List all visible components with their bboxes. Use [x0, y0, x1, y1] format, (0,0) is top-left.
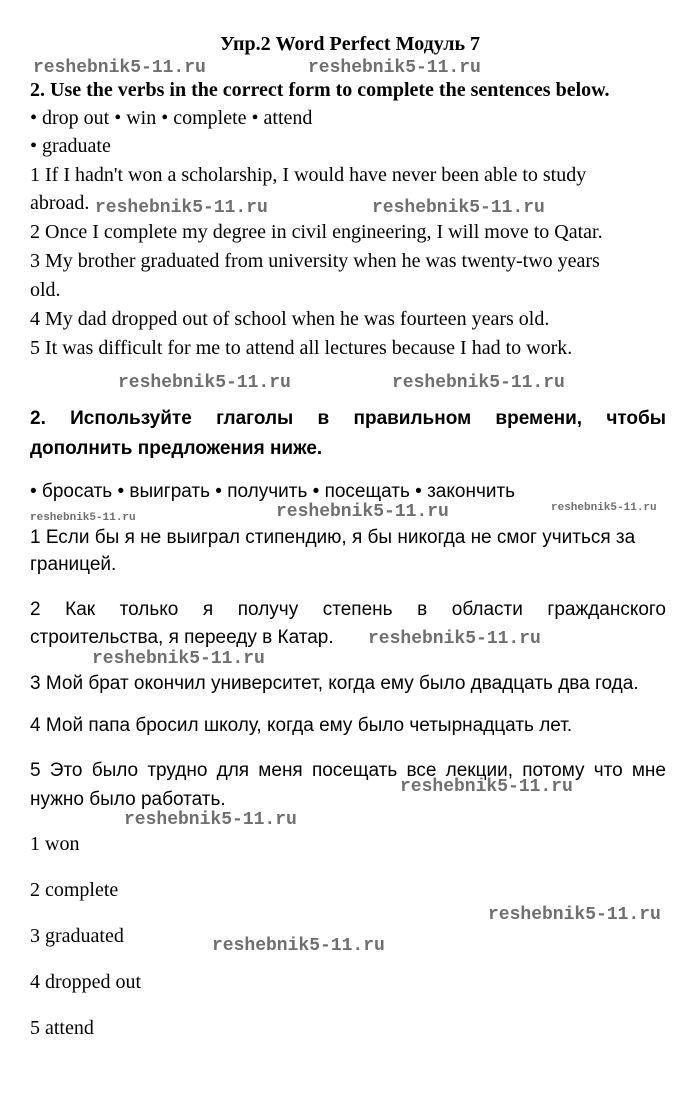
watermark: reshebnik5-11.ru	[368, 629, 541, 649]
russian-task-line2: дополнить предложения ниже.	[30, 438, 323, 459]
english-sentence-3-line2: old.	[30, 279, 61, 301]
watermark: reshebnik5-11.ru	[400, 777, 573, 797]
watermark: reshebnik5-11.ru	[124, 810, 297, 830]
russian-sentence-1-line2: границей.	[30, 554, 117, 575]
answer-2: 2 complete	[30, 879, 119, 901]
russian-sentence-5-line1: 5 Это было трудно для меня посещать все лекции, потому что мне	[30, 760, 666, 781]
answer-5: 5 attend	[30, 1017, 94, 1039]
russian-sentence-1-line1: 1 Если бы я не выиграл стипендию, я бы никогда не смог учиться за	[30, 527, 636, 548]
russian-sentence-3: 3 Мой брат окончил университет, когда ему было двадцать два года.	[30, 673, 639, 694]
russian-task-line1: 2. Используйте глаголы в правильном времени, чтобы	[30, 408, 666, 429]
english-sentence-4: 4 My dad dropped out of school when he was fourteen years old.	[30, 308, 550, 330]
english-task: 2. Use the verbs in the correct form to complete the sentences below.	[30, 79, 610, 101]
russian-word-bank: • бросать • выиграть • получить • посещать • закончить	[30, 481, 516, 502]
english-sentence-1-line1: 1 If I hadn't won a scholarship, I would have never been able to study	[30, 164, 587, 186]
watermark: reshebnik5-11.ru	[92, 649, 265, 669]
english-word-bank-line1: • drop out • win • complete • attend	[30, 107, 313, 129]
watermark: reshebnik5-11.ru	[276, 502, 449, 522]
russian-sentence-2-line1: 2 Как только я получу степень в области гражданского	[30, 599, 666, 620]
english-sentence-1-line2: abroad.	[30, 192, 90, 214]
watermark: reshebnik5-11.ru	[30, 512, 136, 524]
watermark: reshebnik5-11.ru	[372, 198, 545, 218]
watermark: reshebnik5-11.ru	[212, 936, 385, 956]
watermark: reshebnik5-11.ru	[392, 373, 565, 393]
english-word-bank-line2: • graduate	[30, 135, 111, 157]
russian-sentence-5-line2: нужно было работать.	[30, 789, 226, 810]
watermark: reshebnik5-11.ru	[33, 58, 206, 78]
watermark: reshebnik5-11.ru	[308, 58, 481, 78]
english-sentence-2: 2 Once I complete my degree in civil engineering, I will move to Qatar.	[30, 221, 603, 243]
english-sentence-3-line1: 3 My brother graduated from university when he was twenty-two years	[30, 250, 600, 272]
watermark: reshebnik5-11.ru	[551, 502, 657, 514]
answer-3: 3 graduated	[30, 925, 124, 947]
watermark: reshebnik5-11.ru	[118, 373, 291, 393]
english-sentence-5: 5 It was difficult for me to attend all lectures because I had to work.	[30, 337, 573, 359]
russian-sentence-2-line2: строительства, я перееду в Катар.	[30, 627, 334, 648]
russian-sentence-4: 4 Мой папа бросил школу, когда ему было четырнадцать лет.	[30, 715, 573, 736]
answer-1: 1 won	[30, 833, 80, 855]
watermark: reshebnik5-11.ru	[95, 198, 268, 218]
answer-4: 4 dropped out	[30, 971, 142, 993]
watermark: reshebnik5-11.ru	[488, 905, 661, 925]
page-title: Упр.2 Word Perfect Модуль 7	[219, 33, 481, 55]
